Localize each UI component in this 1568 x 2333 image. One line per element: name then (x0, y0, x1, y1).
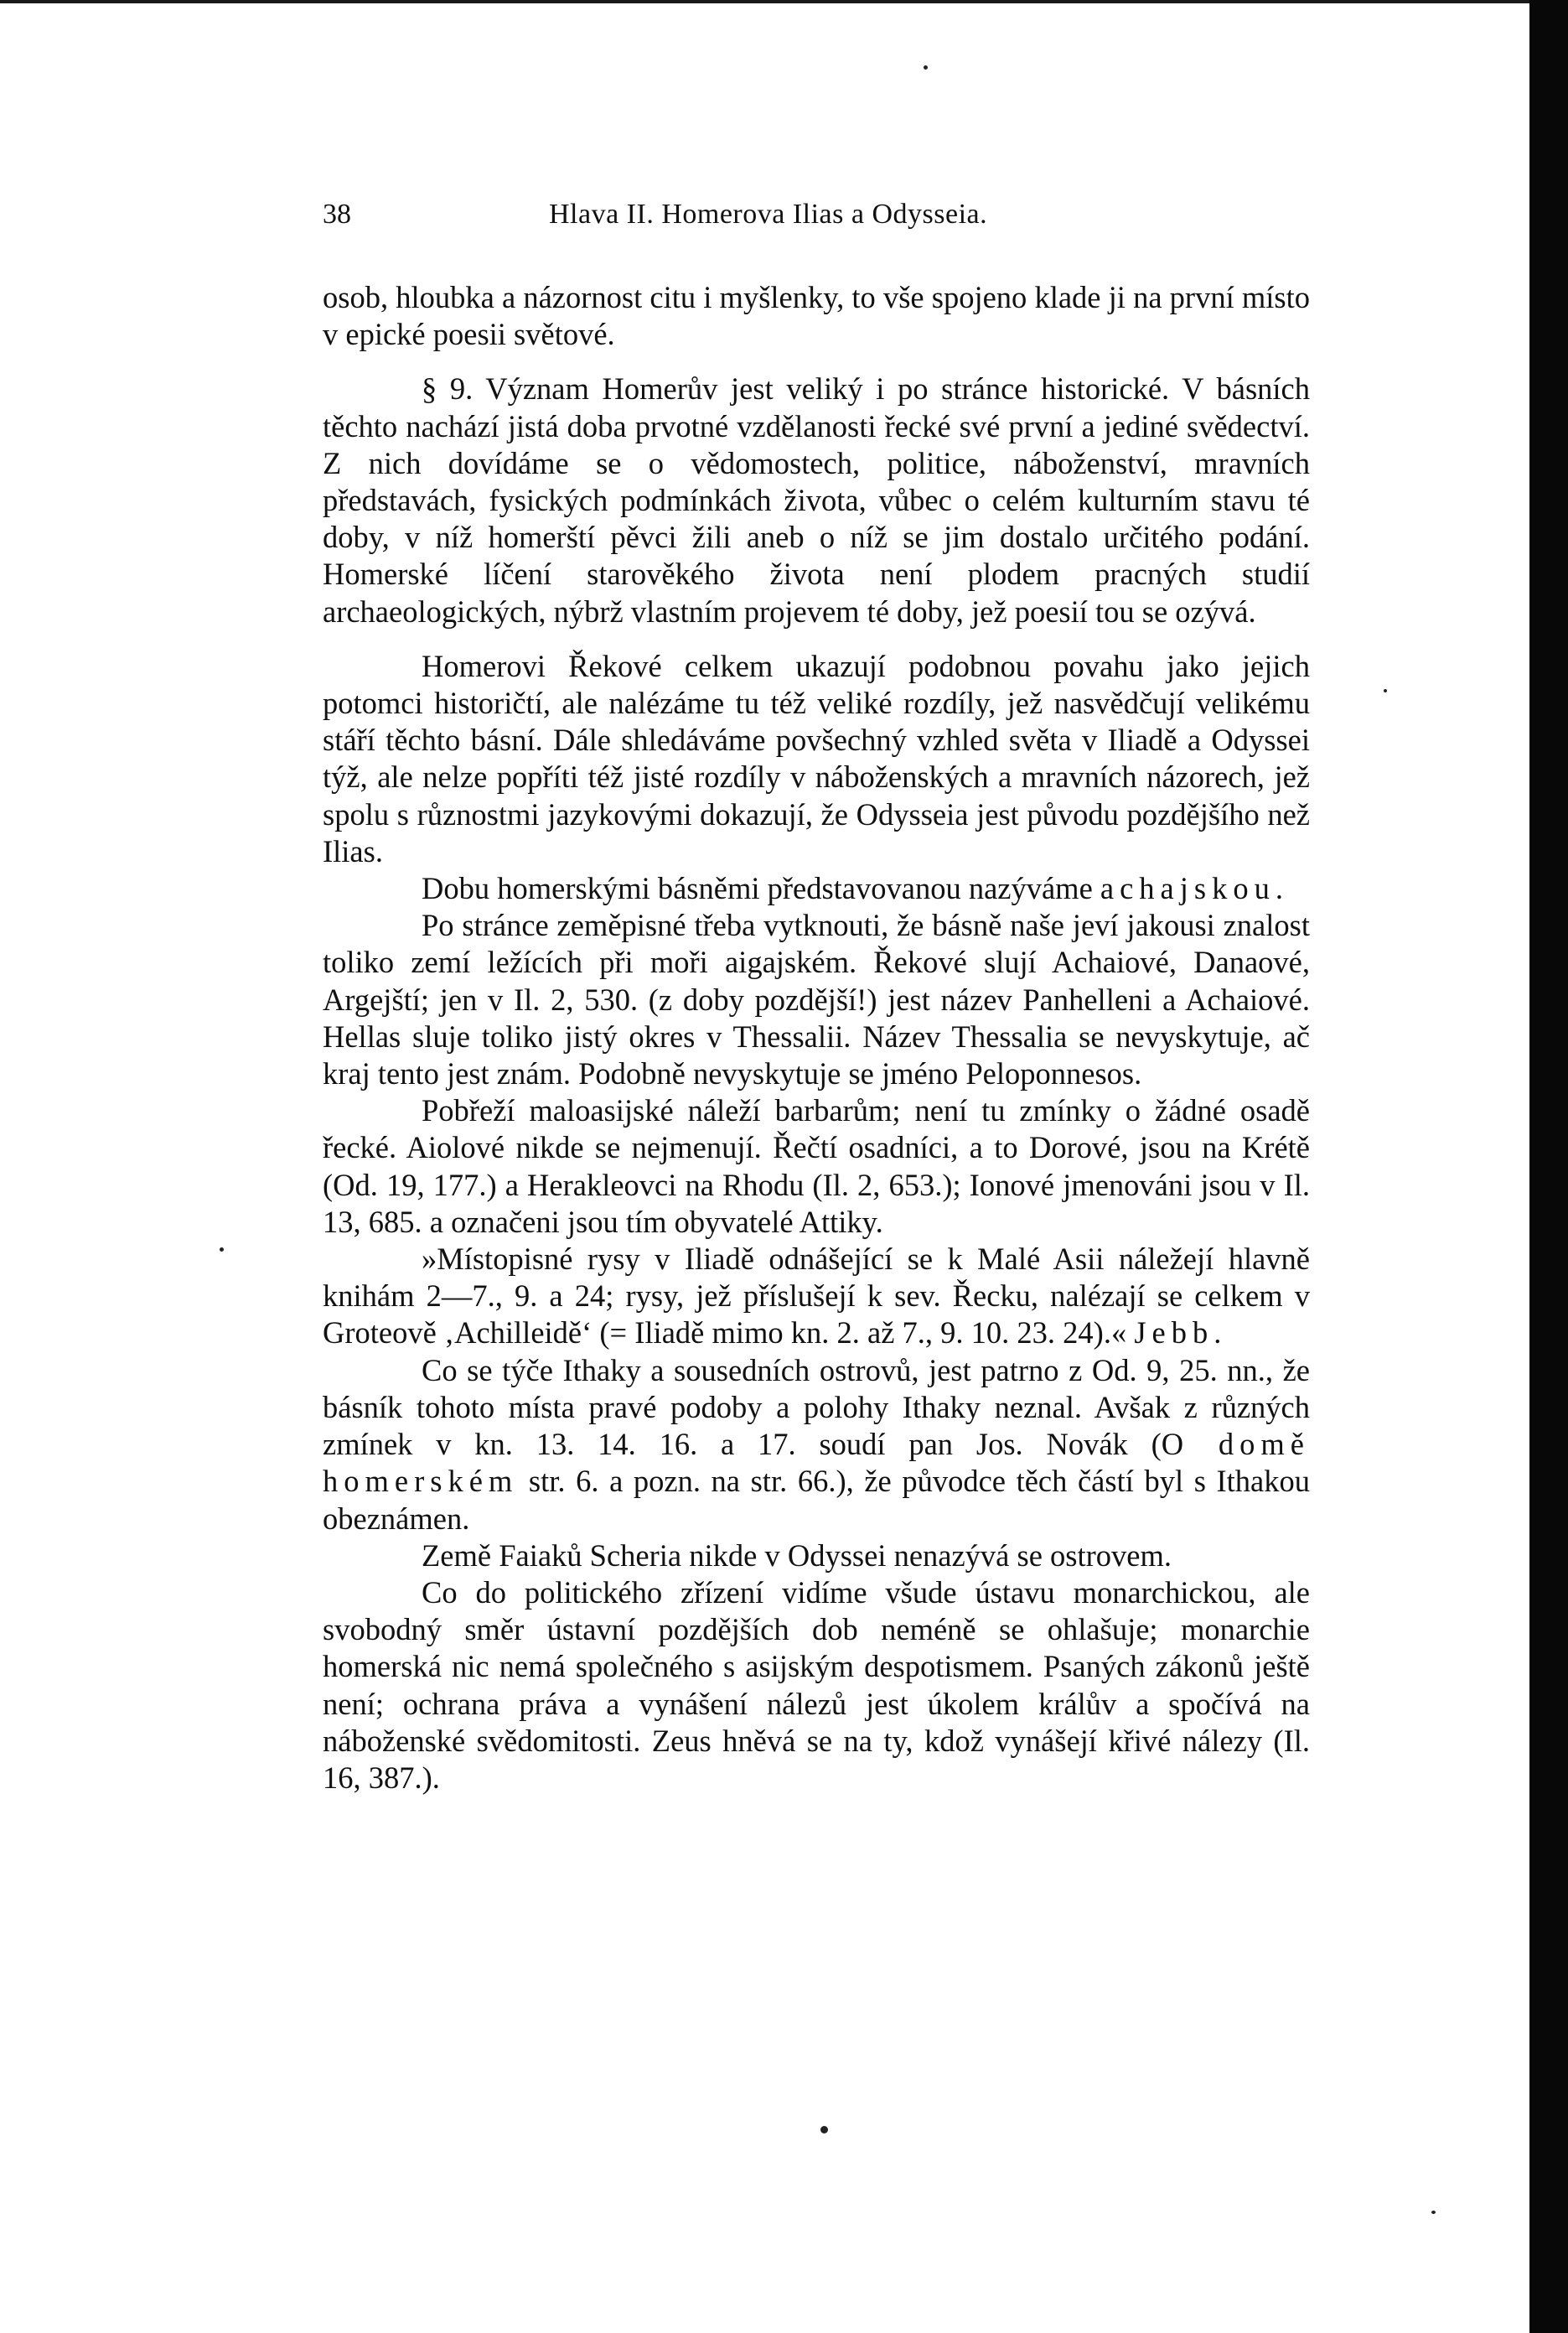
paragraph: Po stránce zeměpisné třeba vytknouti, že básně naše jeví jakousi znalost toliko zemí ležících při moři aigajském. Řekové slují Achaiové, Danaové, Argejští; jen v Il. 2, 530. (z doby pozdější!) jest název Panhelleni a Achaiové. Hellas sluje toliko jistý okres v Thessalii. Název Thessalia se nevyskytuje, ač kraj tento jest znám. Podobně nevyskytuje se jméno Peloponnesos. (323, 908, 1310, 1091)
page-top-edge (0, 0, 1568, 3)
scan-speck (1431, 2211, 1436, 2214)
text-run: str. 6. a pozn. na str. 66.), že původce těch částí byl s Ithakou obeznámen. (323, 1464, 1310, 1536)
paragraph: osob, hloubka a názornost citu i myšlenky, to vše spojeno klade ji na první místo v epické poesii světové. (323, 280, 1310, 352)
scan-speck (924, 65, 928, 70)
scan-speck (820, 2126, 828, 2133)
text-run: . (1275, 871, 1283, 906)
paragraph (323, 870, 1310, 907)
paragraph: Homerovi Řekové celkem ukazují podobnou povahu jako jejich potomci historičtí, ale nalézáme tu též veliké rozdíly, jež nasvědčují velikému stáří těchto básní. Dále shledáváme povšechný vzhled světa v Iliadě a Odyssei týž, ale nelze popříti též jisté rozdíly v náboženských a mravních názorech, jež spolu s různostmi jazykovými dokazují, že Odysseia jest původu pozdějšího než Ilias. (323, 648, 1310, 868)
paragraph: Pobřeží maloasijské náleží barbarům; není tu zmínky o žádné osadě řecké. Aiolové nikde se nejmenují. Řečtí osadníci, a to Dorové, jsou na Krétě (Od. 19, 177.) a Herakleovci na Rhodu (Il. 2, 653.); Ionové jmenováni jsou v Il. 13, 685. a označeni jsou tím obyvatelé Attiky. (323, 1093, 1310, 1239)
text-run: Co se týče Ithaky a sousedních ostrovů, jest patrno z Od. 9, 25. nn., že básník tohoto místa pravé podoby a polohy Ithaky neznal. Avšak z různých zmínek v kn. 13. 14. 16. a 17. soudí pan Jos. Novák ( (323, 1352, 1310, 1462)
scan-border (1529, 0, 1568, 2333)
text-run: Dobu homerskými básněmi představovanou nazýváme (422, 871, 1093, 906)
body-text (323, 279, 1310, 1796)
emphasized-term: achajskou (1100, 871, 1276, 906)
paragraph: Země Faiaků Scheria nikde v Odyssei nenazývá se ostrovem. (422, 1537, 1172, 1573)
scan-speck (220, 1247, 224, 1252)
paragraph-section-9: § 9. Význam Homerův jest veliký i po stránce historické. V básních těchto nachází jistá doba prvotné vzdělanosti řecké své první a jediné svědectví. Z nich dovídáme se o vědomostech, politice, náboženství, mravních představách, fysických podmínkách života, vůbec o celém kulturním stavu té doby, v níž homerští pěvci žili aneb o níž se jim dostalo určitého podání. Homerské líčení starověkého života není plodem pracných studií archaeologických, nýbrž vlastním projevem té doby, jež poesií tou se ozývá. (323, 371, 1310, 629)
running-title: Hlava II. Homerova Ilias a Odysseia. (549, 199, 988, 230)
scan-speck (1384, 689, 1387, 692)
paragraph: Co do politického zřízení vidíme všude ústavu monarchickou, ale svobodný směr ústavní pozdějších dob neméně se ohlašuje; monarchie homerská nic nemá společného s asijským despotismem. Psaných zákonů ještě není; ochrana práva a vynášení nálezů jest úkolem králův a spočívá na náboženské svědomitosti. Zeus hněvá se na ty, kdož vynášejí křivé nálezy (Il. 16, 387.). (323, 1574, 1310, 1795)
quoted-author: Jebb (1134, 1315, 1214, 1351)
page-header (323, 194, 1077, 235)
text-run: . (1214, 1315, 1222, 1351)
page-number: 38 (323, 199, 351, 230)
emphasized-title: O domě homerském (323, 1427, 1310, 1499)
paragraph (323, 1352, 1310, 1537)
quotation (323, 1241, 1310, 1352)
text-run: »Místopisné rysy v Iliadě odnášející se k Malé Asii náležejí hlavně knihám 2—7., 9. a 24; rysy, jež příslušejí k sev. Řecku, nalézají se celkem v Groteově ‚Achilleidě‘ (= Iliadě mimo kn. 2. až 7., 9. 10. 23. 24).« (323, 1242, 1310, 1351)
